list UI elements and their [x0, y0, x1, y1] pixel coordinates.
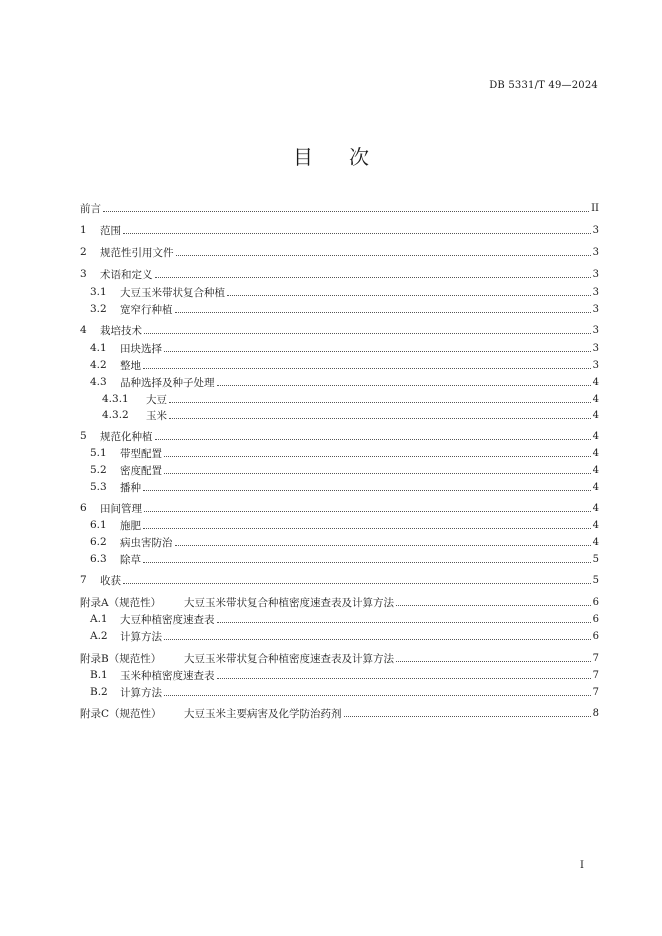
toc-entry-number: A.1 — [90, 613, 108, 625]
standard-code: DB 5331/T 49—2024 — [489, 80, 598, 91]
toc-entry-page: 4 — [592, 481, 599, 493]
toc-entry-label: 规范性引用文件 — [100, 246, 174, 259]
toc-leader — [175, 545, 591, 546]
toc-entry-number: 4 — [80, 324, 87, 336]
toc-leader — [175, 312, 591, 313]
toc-entry-label: 宽窄行种植 — [120, 303, 173, 316]
toc-entry-page: 7 — [592, 652, 599, 664]
toc-entry[interactable] — [80, 551, 599, 567]
toc-entry-page: 3 — [592, 246, 599, 258]
toc-leader — [227, 295, 591, 296]
toc-entry-page: 4 — [592, 393, 599, 405]
toc-entry[interactable] — [80, 667, 599, 683]
toc-entry-page: 3 — [592, 342, 599, 354]
toc-leader — [123, 583, 591, 584]
toc-entry-number: 5.3 — [90, 481, 107, 493]
toc-entry-label: 密度配置 — [120, 464, 162, 477]
toc-entry-page: 4 — [592, 536, 599, 548]
toc-leader — [396, 605, 591, 606]
toc-entry-number: B.2 — [90, 686, 108, 698]
toc-entry-label: 大豆玉米带状复合种植 — [120, 286, 225, 299]
toc-entry-number: 6 — [80, 502, 87, 514]
toc-entry-page: 4 — [592, 376, 599, 388]
toc-entry-number: 4.1 — [90, 342, 107, 354]
toc-appendix-number: 附录B（规范性） — [80, 652, 162, 665]
toc-entry-page: 4 — [592, 430, 599, 442]
toc-entry[interactable] — [80, 322, 599, 338]
toc-leader — [176, 255, 591, 256]
toc-leader — [164, 639, 591, 640]
toc-entry-label: 大豆玉米主要病害及化学防治药剂 — [184, 707, 342, 720]
toc-entry-page: 6 — [592, 613, 599, 625]
toc-entry-number: B.1 — [90, 669, 108, 681]
toc-entry-label: 田块选择 — [120, 342, 162, 355]
toc-entry[interactable] — [80, 628, 599, 644]
toc-entry-number: 4.3.1 — [102, 393, 129, 405]
toc-leader — [164, 351, 591, 352]
toc-entry[interactable] — [80, 222, 599, 238]
toc-entry-label: 计算方法 — [120, 686, 162, 699]
toc-leader — [143, 368, 591, 369]
toc-entry-page: 4 — [592, 519, 599, 531]
toc-entry-number: A.2 — [90, 630, 108, 642]
toc-entry-page: 5 — [592, 574, 599, 586]
toc-leader — [155, 439, 591, 440]
toc-entry-label: 术语和定义 — [100, 268, 153, 281]
toc-entry-label: 病虫害防治 — [120, 536, 173, 549]
toc-entry-label: 品种选择及种子处理 — [120, 376, 215, 389]
toc-entry-page: 3 — [592, 268, 599, 280]
toc-entry-label: 整地 — [120, 359, 141, 372]
toc-leader — [396, 661, 591, 662]
toc-leader — [143, 562, 591, 563]
toc-entry-page: 4 — [592, 447, 599, 459]
toc-entry-page: 7 — [592, 669, 599, 681]
toc-entry-label: 大豆 — [146, 393, 167, 406]
toc-entry-page: 4 — [592, 409, 599, 421]
toc-entry-label: 田间管理 — [100, 502, 142, 515]
toc-entry-label: 前言 — [80, 202, 101, 215]
toc-leader — [344, 716, 591, 717]
toc-entry[interactable] — [80, 517, 599, 533]
toc-entry-page: 3 — [592, 224, 599, 236]
toc-leader — [217, 678, 591, 679]
toc-entry[interactable] — [80, 407, 599, 423]
toc-entry-page: 3 — [592, 286, 599, 298]
toc-entry-page: II — [591, 202, 599, 214]
toc-entry-label: 大豆玉米带状复合种植密度速查表及计算方法 — [184, 596, 394, 609]
toc-entry-number: 3.1 — [90, 286, 107, 298]
toc-entry-label: 大豆玉米带状复合种植密度速查表及计算方法 — [184, 652, 394, 665]
toc-leader — [155, 277, 591, 278]
page-title: 目次 — [293, 145, 405, 169]
toc-entry-label: 带型配置 — [120, 447, 162, 460]
toc-entry[interactable] — [80, 479, 599, 495]
toc-leader — [103, 211, 589, 212]
toc-entry[interactable] — [80, 572, 599, 588]
toc-entry-page: 7 — [592, 686, 599, 698]
toc-entry[interactable] — [80, 244, 599, 260]
toc-leader — [217, 622, 591, 623]
toc-entry-label: 除草 — [120, 553, 141, 566]
toc-entry-number: 5.1 — [90, 447, 107, 459]
toc-entry-number: 7 — [80, 574, 87, 586]
toc-entry-number: 3.2 — [90, 303, 107, 315]
toc-entry-number: 5 — [80, 430, 87, 442]
toc-entry-page: 4 — [592, 464, 599, 476]
toc-entry[interactable] — [80, 374, 599, 390]
toc-leader — [164, 695, 591, 696]
toc-entry[interactable] — [80, 611, 599, 627]
toc-entry-label: 范围 — [100, 224, 121, 237]
toc-entry-page: 4 — [592, 502, 599, 514]
toc-entry-label: 收获 — [100, 574, 121, 587]
toc-entry-label: 大豆种植密度速查表 — [120, 613, 215, 626]
toc-entry-label: 计算方法 — [120, 630, 162, 643]
toc-entry-number: 2 — [80, 246, 87, 258]
toc-entry-appendix[interactable] — [80, 594, 599, 610]
toc-entry-page: 3 — [592, 359, 599, 371]
toc-entry-page: 8 — [592, 707, 599, 719]
toc-entry-page: 6 — [592, 630, 599, 642]
toc-entry[interactable] — [80, 534, 599, 550]
toc-entry[interactable] — [80, 357, 599, 373]
toc-entry[interactable] — [80, 428, 599, 444]
toc-entry[interactable] — [80, 462, 599, 478]
toc-leader — [217, 385, 591, 386]
toc-entry[interactable] — [80, 266, 599, 282]
toc-entry-label: 玉米 — [146, 409, 167, 422]
toc-entry-page: 5 — [592, 553, 599, 565]
toc-entry[interactable] — [80, 301, 599, 317]
toc-entry-label: 规范化种植 — [100, 430, 153, 443]
toc-entry[interactable] — [80, 500, 599, 516]
toc-entry[interactable] — [80, 391, 599, 407]
toc-entry-page: 3 — [592, 324, 599, 336]
toc-leader — [143, 528, 591, 529]
toc-leader — [164, 473, 591, 474]
toc-entry-number: 3 — [80, 268, 87, 280]
toc-entry-number: 4.2 — [90, 359, 107, 371]
toc-entry-number: 6.1 — [90, 519, 107, 531]
toc-entry-number: 1 — [80, 224, 87, 236]
toc-entry-number: 4.3 — [90, 376, 107, 388]
toc-entry-number: 4.3.2 — [102, 409, 129, 421]
toc-leader — [164, 456, 591, 457]
toc-leader — [144, 333, 591, 334]
toc-entry-page: 6 — [592, 596, 599, 608]
toc-entry-number: 6.3 — [90, 553, 107, 565]
toc-appendix-number: 附录A（规范性） — [80, 596, 162, 609]
toc-leader — [123, 233, 591, 234]
toc-entry[interactable] — [80, 200, 599, 216]
toc-entry-label: 栽培技术 — [100, 324, 142, 337]
toc-entry-label: 玉米种植密度速查表 — [120, 669, 215, 682]
page-number: I — [580, 860, 584, 871]
toc-entry[interactable] — [80, 684, 599, 700]
toc-entry-appendix[interactable] — [80, 705, 599, 721]
toc-entry-number: 6.2 — [90, 536, 107, 548]
toc-leader — [143, 490, 591, 491]
toc-entry-label: 施肥 — [120, 519, 141, 532]
toc-leader — [169, 402, 591, 403]
toc-entry[interactable] — [80, 284, 599, 300]
toc-entry[interactable] — [80, 340, 599, 356]
toc-entry-number: 5.2 — [90, 464, 107, 476]
toc-entry[interactable] — [80, 445, 599, 461]
toc-leader — [144, 511, 591, 512]
toc-entry-page: 3 — [592, 303, 599, 315]
toc-entry-appendix[interactable] — [80, 650, 599, 666]
toc-appendix-number: 附录C（规范性） — [80, 707, 162, 720]
toc-entry-label: 播种 — [120, 481, 141, 494]
toc-leader — [169, 418, 591, 419]
